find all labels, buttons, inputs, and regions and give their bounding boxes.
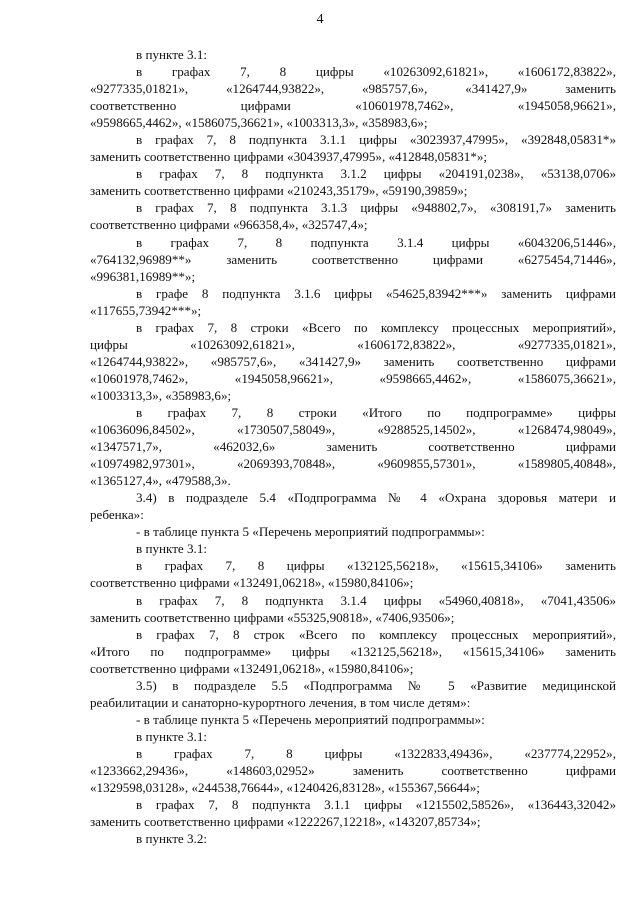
text-line: в графах 7, 8 строк «Всего по комплексу процессных мероприятий», [136, 626, 616, 642]
text-line: «10974982,97301», «2069393,70848», «9609855,57301», «1589805,40848», [90, 456, 616, 472]
text-line: в пункте 3.1: [136, 541, 208, 557]
text-line: «1233662,29436», «148603,02952» заменить соответственно цифрами [90, 762, 616, 778]
text-line: в графах 7, 8 подпункта 3.1.1 цифры «3023937,47995», «392848,05831*» [136, 132, 616, 148]
text-line: «1347571,7», «462032,6» заменить соответственно цифрами [90, 439, 616, 455]
text-line: в графах 7, 8 строки «Всего по комплексу процессных мероприятий», [136, 319, 616, 335]
text-line: «10601978,7462», «1945058,96621», «9598665,4462», «1586075,36621», [90, 370, 616, 386]
text-line: в пункте 3.1: [136, 728, 208, 744]
text-line: заменить соответственно цифрами «3043937,47995», «412848,05831*»; [90, 149, 488, 165]
text-line: ребенка»: [90, 507, 144, 523]
text-line: в графе 8 подпункта 3.1.6 цифры «54625,83942***» заменить цифрами [136, 285, 616, 301]
text-line: в графах 7, 8 подпункта 3.1.4 цифры «54960,40818», «7041,43506» [136, 592, 616, 608]
text-line: в графах 7, 8 цифры «132125,56218», «15615,34106» заменить [136, 558, 616, 574]
text-line: «Итого по подпрограмме» цифры «132125,56218», «15615,34106» заменить [90, 643, 616, 659]
text-line: в графах 7, 8 подпункта 3.1.4 цифры «6043206,51446», [136, 234, 616, 250]
text-line: в графах 7, 8 подпункта 3.1.2 цифры «204191,0238», «53138,0706» [136, 166, 616, 182]
page-number: 4 [316, 12, 324, 27]
text-line: - в таблице пункта 5 «Перечень мероприятий подпрограммы»: [136, 711, 485, 727]
text-line: в графах 7, 8 цифры «1322833,49436», «237774,22952», [136, 745, 616, 761]
text-line: 3.4) в подразделе 5.4 «Подпрограмма № 4 «Охрана здоровья матери и [136, 490, 616, 506]
text-line: «996381,16989**»; [90, 268, 196, 284]
text-line: в графах 7, 8 цифры «10263092,61821», «1606172,83822», [136, 64, 616, 80]
document-body [90, 46, 616, 847]
text-line: «10636096,84502», «1730507,58049», «9288525,14502», «1268474,98049», [90, 422, 616, 438]
text-line: «9598665,4462», «1586075,36621», «1003313,3», «358983,6»; [90, 115, 428, 131]
text-line: соответственно цифрами «966358,4», «325747,4»; [90, 217, 368, 233]
text-line: «117655,73942***»; [90, 302, 202, 318]
text-line: «1003313,3», «358983,6»; [90, 387, 232, 403]
text-line: соответственно цифрами «132491,06218», «15980,84106»; [90, 575, 414, 591]
text-line: «1329598,03128», «244538,76644», «1240426,83128», «155367,56644»; [90, 780, 480, 796]
text-line: 3.5) в подразделе 5.5 «Подпрограмма № 5 «Развитие медицинской [136, 677, 616, 693]
text-line: цифры «10263092,61821», «1606172,83822», «9277335,01821», [90, 336, 616, 352]
text-line: в пункте 3.1: [136, 47, 208, 62]
text-line: заменить соответственно цифрами «210243,35179», «59190,39859»; [90, 183, 468, 199]
text-line: «764132,96989**» заменить соответственно цифрами «6275454,71446», [90, 251, 616, 267]
text-line: реабилитации и санаторно-курортного лечения, в том числе детям»: [90, 694, 471, 710]
text-line: заменить соответственно цифрами «55325,90818», «7406,93506»; [90, 609, 455, 625]
text-line: «1365127,4», «479588,3». [90, 473, 231, 489]
text-line: в графах 7, 8 подпункта 3.1.1 цифры «1215502,58526», «136443,32042» [136, 797, 616, 813]
text-line: «1264744,93822», «985757,6», «341427,9» заменить соответственно цифрами [90, 353, 616, 369]
text-line: в пункте 3.2: [136, 831, 208, 847]
text-line: «9277335,01821», «1264744,93822», «985757,6», «341427,9» заменить [90, 81, 616, 97]
text-line: в графах 7, 8 строки «Итого по подпрограмме» цифры [136, 404, 616, 420]
text-line: заменить соответственно цифрами «1222267,12218», «143207,85734»; [90, 814, 481, 830]
text-line: в графах 7, 8 подпункта 3.1.3 цифры «948802,7», «308191,7» заменить [136, 200, 616, 216]
text-line: соответственно цифрами «132491,06218», «15980,84106»; [90, 660, 414, 676]
text-line: соответственно цифрами «10601978,7462», «1945058,96621», [90, 98, 616, 114]
text-line: - в таблице пункта 5 «Перечень мероприятий подпрограммы»: [136, 524, 485, 540]
